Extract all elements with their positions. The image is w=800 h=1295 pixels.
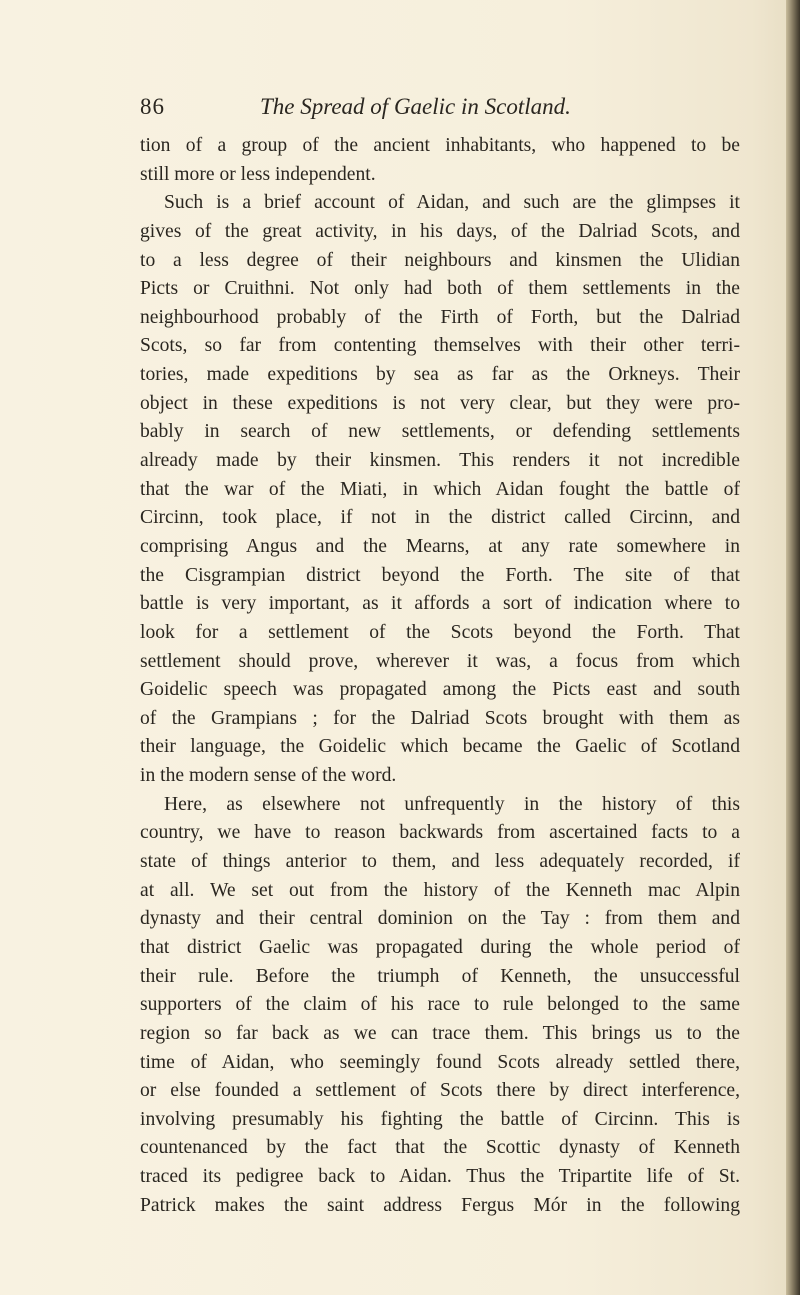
text-line: state of things anterior to them, and less adequately recorded, if (140, 851, 740, 873)
text-line: already made by their kinsmen. This renders it not incredible (140, 450, 740, 472)
text-line: their language, the Goidelic which became the Gaelic of Scotland (140, 736, 740, 758)
text-line: Picts or Cruithni. Not only had both of them settlements in the (140, 278, 740, 300)
text-line: to a less degree of their neighbours and kinsmen the Ulidian (140, 249, 740, 271)
text-line: region so far back as we can trace them. This brings us to the (140, 1022, 740, 1044)
text-line: supporters of the claim of his race to rule belonged to the same (140, 994, 740, 1016)
text-line: of the Grampians ; for the Dalriad Scots brought with them as (140, 707, 740, 729)
text-line: tion of a group of the ancient inhabitants, who happened to be (140, 135, 740, 156)
text-line: tories, made expeditions by sea as far as the Orkneys. Their (140, 364, 740, 386)
text-line: neighbourhood probably of the Firth of Forth, but the Dalriad (140, 306, 740, 328)
text-line: in the modern sense of the word. (140, 765, 397, 787)
text-line: time of Aidan, who seemingly found Scots already settled there, (140, 1051, 740, 1073)
text-line: that the war of the Miati, in which Aidan fought the battle of (140, 478, 740, 500)
text-line: Here, as elsewhere not unfrequently in the history of this (164, 793, 740, 815)
text-line: still more or less independent. (140, 163, 376, 185)
text-line: or else founded a settlement of Scots there by direct interference, (140, 1080, 740, 1102)
text-line: that district Gaelic was propagated during the whole period of (140, 936, 740, 958)
text-line: look for a settlement of the Scots beyond the Forth. That (140, 621, 740, 643)
text-line: traced its pedigree back to Aidan. Thus the Tripartite life of St. (140, 1166, 740, 1188)
text-line: Such is a brief account of Aidan, and such are the glimpses it (164, 192, 740, 214)
running-title: The Spread of Gaelic in Scotland. (260, 94, 571, 119)
text-line: country, we have to reason backwards from ascertained facts to a (140, 822, 740, 844)
text-line: object in these expeditions is not very clear, but they were pro- (140, 392, 740, 414)
text-line: Scots, so far from contenting themselves with their other terri- (140, 335, 740, 357)
text-line: comprising Angus and the Mearns, at any rate somewhere in (140, 535, 740, 557)
text-line: at all. We set out from the history of the Kenneth mac Alpin (140, 879, 740, 901)
book-spine-shadow (786, 0, 800, 1295)
page-number: 86 (140, 94, 165, 119)
text-line: countenanced by the fact that the Scottic dynasty of Kenneth (140, 1137, 740, 1159)
text-line: Patrick makes the saint address Fergus Mór in the following (140, 1194, 740, 1216)
text-line: battle is very important, as it affords a sort of indication where to (140, 593, 740, 615)
text-line: gives of the great activity, in his days, of the Dalriad Scots, and (140, 220, 740, 242)
text-line: their rule. Before the triumph of Kenneth, the unsuccessful (140, 965, 740, 987)
text-line: involving presumably his fighting the battle of Circinn. This is (140, 1108, 740, 1130)
text-line: Circinn, took place, if not in the district called Circinn, and (140, 507, 740, 529)
text-line: bably in search of new settlements, or defending settlements (140, 421, 740, 443)
text-line: Goidelic speech was propagated among the Picts east and south (140, 679, 740, 701)
page-header (140, 94, 740, 134)
text-line: the Cisgrampian district beyond the Forth. The site of that (140, 564, 740, 586)
text-line: settlement should prove, wherever it was, a focus from which (140, 650, 740, 672)
body-text (140, 132, 740, 1220)
text-line: dynasty and their central dominion on the Tay : from them and (140, 908, 740, 930)
